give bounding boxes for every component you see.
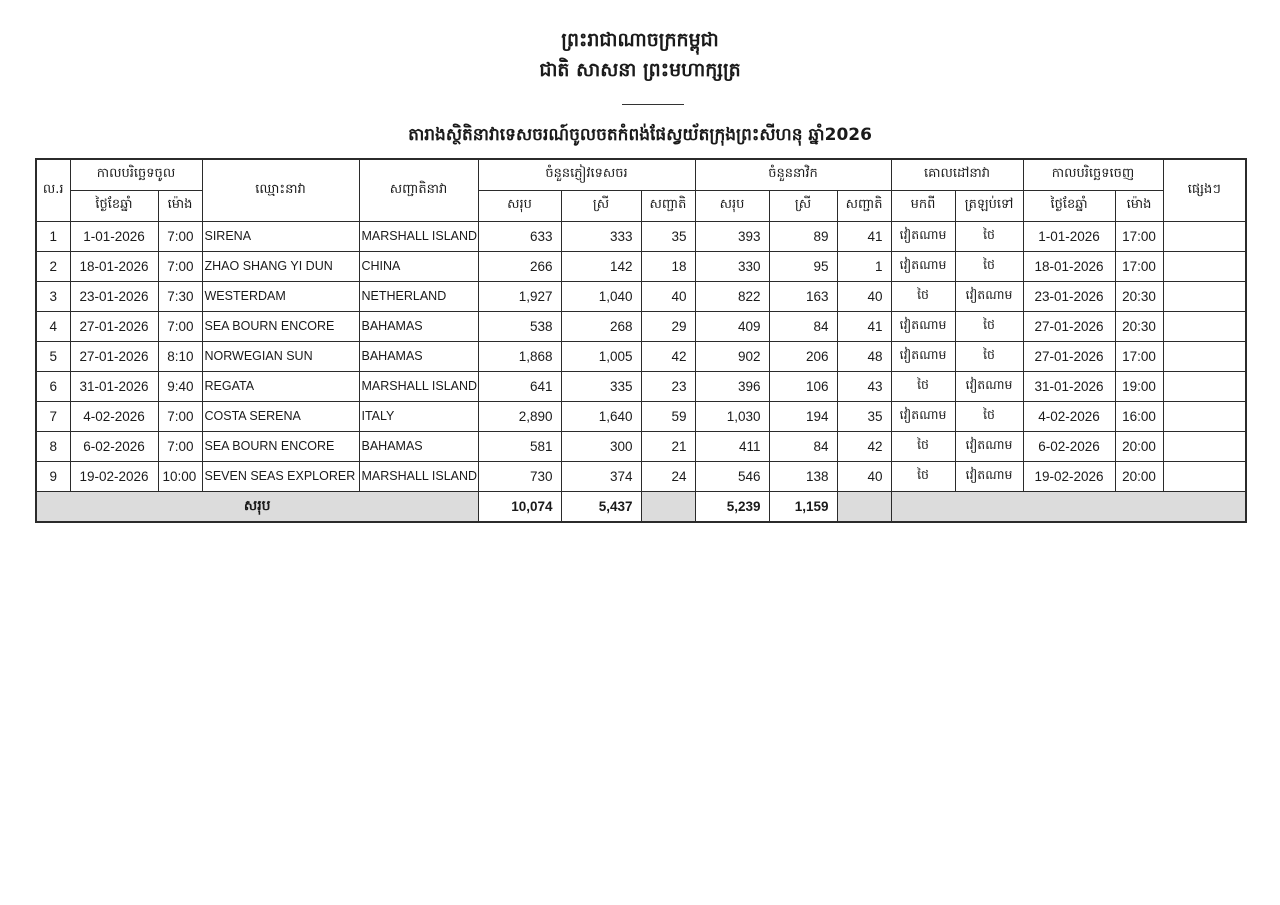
- crew-total: 396: [695, 371, 769, 401]
- pax-female: 268: [561, 311, 641, 341]
- departure-time: 19:00: [1115, 371, 1163, 401]
- crew-total: 411: [695, 431, 769, 461]
- ship-nationality: CHINA: [359, 251, 478, 281]
- arrival-group-header: កាលបរិច្ឆេទចូល: [70, 159, 202, 190]
- pax-nationality: 35: [641, 221, 695, 251]
- col-no-header: ល.រ: [36, 159, 70, 221]
- arrival-date-header: ថ្ងៃខែឆ្នាំ: [70, 190, 158, 221]
- arrival-time-header: ម៉ោង: [158, 190, 202, 221]
- departure-time: 20:30: [1115, 311, 1163, 341]
- table-row: [36, 371, 1246, 401]
- arrival-date: 31-01-2026: [70, 371, 158, 401]
- other: [1163, 221, 1246, 251]
- departure-date: 31-01-2026: [1023, 371, 1115, 401]
- departure-time: 17:00: [1115, 341, 1163, 371]
- other-header: ផ្សេងៗ: [1163, 159, 1246, 221]
- to-port: វៀតណាម: [955, 461, 1023, 491]
- cruise-statistics-table: [35, 158, 1247, 523]
- pax-total: 266: [478, 251, 561, 281]
- crew-nationality: 43: [837, 371, 891, 401]
- pax-nationality: 29: [641, 311, 695, 341]
- pax-nationality: 23: [641, 371, 695, 401]
- arrival-date: 1-01-2026: [70, 221, 158, 251]
- ship-name: COSTA SERENA: [202, 401, 359, 431]
- pax-nationality: 24: [641, 461, 695, 491]
- ship-name: REGATA: [202, 371, 359, 401]
- pax-nationality: 40: [641, 281, 695, 311]
- crew-total-header: សរុប: [695, 190, 769, 221]
- document-title: តារាងស្ថិតិនាវាទេសចរណ៍ចូលចតកំពង់ផែស្វយ័តក្រុងព្រះសីហនុ ឆ្នាំ2026: [408, 125, 872, 145]
- ship-nationality: BAHAMAS: [359, 341, 478, 371]
- crew-nationality: 42: [837, 431, 891, 461]
- ship-name: SEA BOURN ENCORE: [202, 311, 359, 341]
- other: [1163, 371, 1246, 401]
- arrival-time: 7:00: [158, 221, 202, 251]
- arrival-date: 19-02-2026: [70, 461, 158, 491]
- table-row: [36, 221, 1246, 251]
- pax-nationality: 21: [641, 431, 695, 461]
- table-row: [36, 461, 1246, 491]
- totals-pax-total: 10,074: [478, 491, 561, 522]
- pax-total: 633: [478, 221, 561, 251]
- crew-nationality: 1: [837, 251, 891, 281]
- from-port: ថៃ: [891, 281, 955, 311]
- totals-pax-female: 5,437: [561, 491, 641, 522]
- pax-total-header: សរុប: [478, 190, 561, 221]
- row-no: 2: [36, 251, 70, 281]
- crew-female: 106: [769, 371, 837, 401]
- crew-female: 138: [769, 461, 837, 491]
- table-row: [36, 251, 1246, 281]
- pax-nationality: 18: [641, 251, 695, 281]
- crew-nationality: 35: [837, 401, 891, 431]
- pax-total: 538: [478, 311, 561, 341]
- row-no: 3: [36, 281, 70, 311]
- to-port: វៀតណាម: [955, 371, 1023, 401]
- to-port: ថៃ: [955, 251, 1023, 281]
- other: [1163, 311, 1246, 341]
- totals-crew-female: 1,159: [769, 491, 837, 522]
- row-no: 5: [36, 341, 70, 371]
- departure-time: 20:30: [1115, 281, 1163, 311]
- other: [1163, 431, 1246, 461]
- departure-date: 4-02-2026: [1023, 401, 1115, 431]
- pax-female: 374: [561, 461, 641, 491]
- crew-female: 84: [769, 311, 837, 341]
- row-no: 8: [36, 431, 70, 461]
- arrival-time: 9:40: [158, 371, 202, 401]
- crew-female: 95: [769, 251, 837, 281]
- from-port: ថៃ: [891, 431, 955, 461]
- arrival-date: 23-01-2026: [70, 281, 158, 311]
- departure-date-header: ថ្ងៃខែឆ្នាំ: [1023, 190, 1115, 221]
- pax-female: 142: [561, 251, 641, 281]
- pax-female: 333: [561, 221, 641, 251]
- crew-nationality: 41: [837, 221, 891, 251]
- from-port: វៀតណាម: [891, 341, 955, 371]
- ship-nationality: MARSHALL ISLAND: [359, 221, 478, 251]
- pax-nationality: 42: [641, 341, 695, 371]
- departure-date: 19-02-2026: [1023, 461, 1115, 491]
- pax-total: 581: [478, 431, 561, 461]
- crew-total: 902: [695, 341, 769, 371]
- crew-female: 89: [769, 221, 837, 251]
- ship-nationality: MARSHALL ISLAND: [359, 461, 478, 491]
- arrival-date: 6-02-2026: [70, 431, 158, 461]
- from-port: ថៃ: [891, 461, 955, 491]
- motto-heading: ជាតិ សាសនា ព្រះមហាក្សត្រ: [539, 59, 741, 81]
- departure-time: 16:00: [1115, 401, 1163, 431]
- to-port: ថៃ: [955, 401, 1023, 431]
- passengers-group-header: ចំនួនភ្ញៀវទេសចរ: [478, 159, 695, 190]
- heading-divider: [622, 104, 684, 105]
- table-row: [36, 431, 1246, 461]
- pax-total: 641: [478, 371, 561, 401]
- departure-time: 17:00: [1115, 251, 1163, 281]
- pax-total: 2,890: [478, 401, 561, 431]
- crew-female: 194: [769, 401, 837, 431]
- arrival-date: 27-01-2026: [70, 341, 158, 371]
- totals-crew-nationality-empty: [837, 491, 891, 522]
- other: [1163, 281, 1246, 311]
- departure-date: 6-02-2026: [1023, 431, 1115, 461]
- ship-name: SEA BOURN ENCORE: [202, 431, 359, 461]
- crew-total: 822: [695, 281, 769, 311]
- other: [1163, 341, 1246, 371]
- departure-date: 27-01-2026: [1023, 341, 1115, 371]
- crew-nationality: 48: [837, 341, 891, 371]
- arrival-time: 8:10: [158, 341, 202, 371]
- pax-total: 1,868: [478, 341, 561, 371]
- other: [1163, 461, 1246, 491]
- pax-nationality: 59: [641, 401, 695, 431]
- ship-name: WESTERDAM: [202, 281, 359, 311]
- pax-female: 1,040: [561, 281, 641, 311]
- to-port: វៀតណាម: [955, 281, 1023, 311]
- crew-female: 84: [769, 431, 837, 461]
- ship-name-header: ឈ្មោះនាវា: [202, 159, 359, 221]
- from-port: វៀតណាម: [891, 311, 955, 341]
- totals-row: [36, 491, 1246, 522]
- crew-female: 206: [769, 341, 837, 371]
- crew-total: 546: [695, 461, 769, 491]
- ship-nationality-header: សញ្ជាតិនាវា: [359, 159, 478, 221]
- to-port: ថៃ: [955, 221, 1023, 251]
- ship-nationality: ITALY: [359, 401, 478, 431]
- table-row: [36, 401, 1246, 431]
- crew-female-header: ស្រី: [769, 190, 837, 221]
- row-no: 7: [36, 401, 70, 431]
- crew-total: 409: [695, 311, 769, 341]
- row-no: 4: [36, 311, 70, 341]
- pax-total: 730: [478, 461, 561, 491]
- to-header: ត្រឡប់ទៅ: [955, 190, 1023, 221]
- totals-label: សរុប: [36, 491, 478, 522]
- destination-group-header: គោលដៅនាវា: [891, 159, 1023, 190]
- arrival-time: 7:00: [158, 401, 202, 431]
- arrival-time: 7:30: [158, 281, 202, 311]
- arrival-date: 27-01-2026: [70, 311, 158, 341]
- crew-nationality: 40: [837, 281, 891, 311]
- pax-nationality-header: សញ្ជាតិ: [641, 190, 695, 221]
- from-port: វៀតណាម: [891, 251, 955, 281]
- kingdom-heading: ព្រះរាជាណាចក្រកម្ពុជា: [561, 29, 719, 51]
- other: [1163, 251, 1246, 281]
- arrival-date: 4-02-2026: [70, 401, 158, 431]
- departure-date: 18-01-2026: [1023, 251, 1115, 281]
- ship-nationality: MARSHALL ISLAND: [359, 371, 478, 401]
- crew-total: 330: [695, 251, 769, 281]
- departure-time: 20:00: [1115, 431, 1163, 461]
- departure-date: 23-01-2026: [1023, 281, 1115, 311]
- crew-group-header: ចំនួននាវិក: [695, 159, 891, 190]
- ship-name: NORWEGIAN SUN: [202, 341, 359, 371]
- row-no: 6: [36, 371, 70, 401]
- totals-remaining-empty: [891, 491, 1246, 522]
- from-header: មកពី: [891, 190, 955, 221]
- ship-name: SEVEN SEAS EXPLORER: [202, 461, 359, 491]
- totals-crew-total: 5,239: [695, 491, 769, 522]
- pax-female: 300: [561, 431, 641, 461]
- arrival-time: 10:00: [158, 461, 202, 491]
- arrival-time: 7:00: [158, 251, 202, 281]
- departure-time-header: ម៉ោង: [1115, 190, 1163, 221]
- departure-time: 20:00: [1115, 461, 1163, 491]
- to-port: វៀតណាម: [955, 431, 1023, 461]
- ship-nationality: BAHAMAS: [359, 311, 478, 341]
- from-port: វៀតណាម: [891, 221, 955, 251]
- crew-total: 393: [695, 221, 769, 251]
- ship-name: ZHAO SHANG YI DUN: [202, 251, 359, 281]
- crew-total: 1,030: [695, 401, 769, 431]
- departure-group-header: កាលបរិច្ឆេទចេញ: [1023, 159, 1163, 190]
- pax-female: 1,005: [561, 341, 641, 371]
- crew-nationality: 40: [837, 461, 891, 491]
- crew-nationality-header: សញ្ជាតិ: [837, 190, 891, 221]
- ship-nationality: BAHAMAS: [359, 431, 478, 461]
- from-port: ថៃ: [891, 371, 955, 401]
- departure-date: 27-01-2026: [1023, 311, 1115, 341]
- ship-name: SIRENA: [202, 221, 359, 251]
- pax-total: 1,927: [478, 281, 561, 311]
- header-row-groups: [36, 159, 1246, 190]
- pax-female: 335: [561, 371, 641, 401]
- row-no: 1: [36, 221, 70, 251]
- pax-female: 1,640: [561, 401, 641, 431]
- row-no: 9: [36, 461, 70, 491]
- totals-pax-nationality-empty: [641, 491, 695, 522]
- table-row: [36, 281, 1246, 311]
- crew-nationality: 41: [837, 311, 891, 341]
- table-row: [36, 311, 1246, 341]
- from-port: វៀតណាម: [891, 401, 955, 431]
- pax-female-header: ស្រី: [561, 190, 641, 221]
- to-port: ថៃ: [955, 311, 1023, 341]
- crew-female: 163: [769, 281, 837, 311]
- departure-time: 17:00: [1115, 221, 1163, 251]
- arrival-time: 7:00: [158, 311, 202, 341]
- arrival-date: 18-01-2026: [70, 251, 158, 281]
- ship-nationality: NETHERLAND: [359, 281, 478, 311]
- departure-date: 1-01-2026: [1023, 221, 1115, 251]
- arrival-time: 7:00: [158, 431, 202, 461]
- to-port: ថៃ: [955, 341, 1023, 371]
- other: [1163, 401, 1246, 431]
- table-row: [36, 341, 1246, 371]
